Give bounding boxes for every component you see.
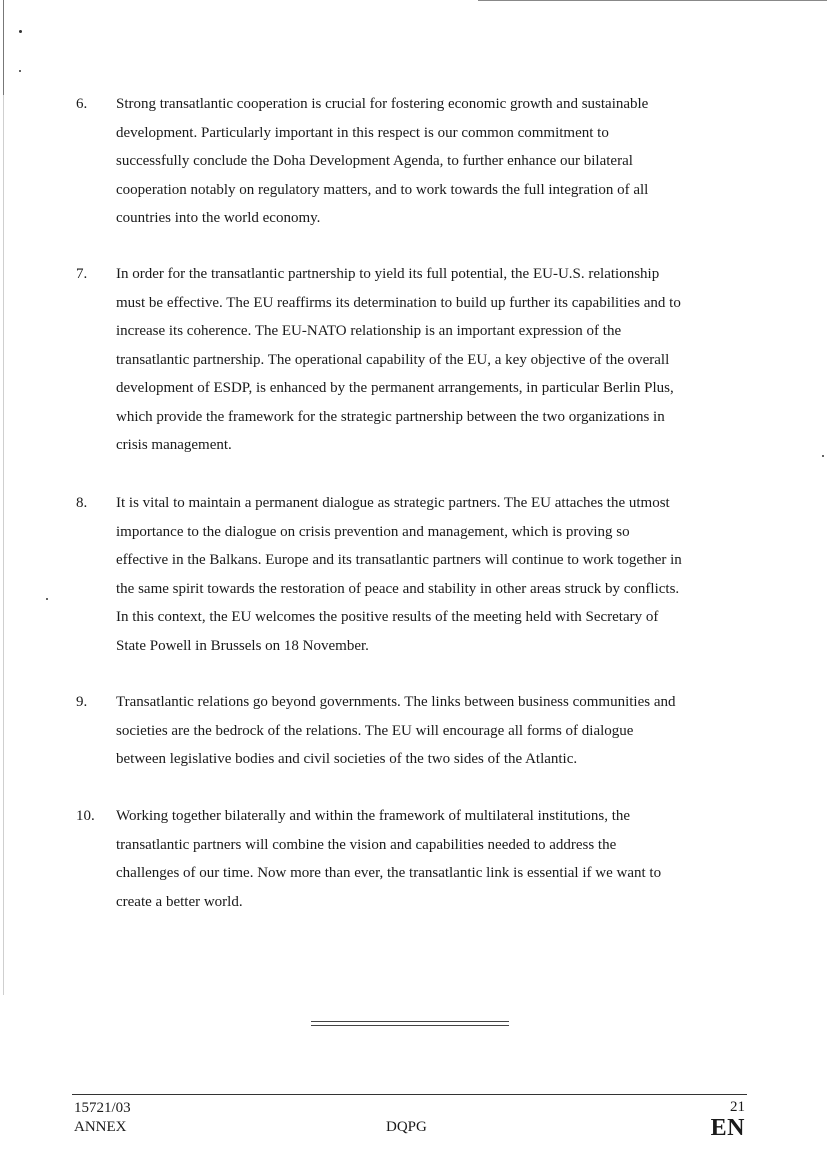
footer-left — [74, 1099, 131, 1137]
text-line: Working together bilaterally and within the framework of multilateral institutions, the — [116, 808, 631, 824]
end-of-text-rule — [311, 1021, 509, 1026]
text-line: effective in the Balkans. Europe and its transatlantic partners will continue to work together in — [116, 552, 682, 568]
page-number: 21 — [730, 1099, 745, 1115]
department-code: DQPG — [386, 1119, 427, 1135]
text-line: Strong transatlantic cooperation is crucial for fostering economic growth and sustainable — [116, 96, 649, 112]
text-line: between legislative bodies and civil societies of the two sides of the Atlantic. — [116, 751, 578, 767]
text-line: transatlantic partners will combine the vision and capabilities needed to address the — [116, 836, 617, 853]
text-line: In order for the transatlantic partnership to yield its full potential, the EU-U.S. relationship — [116, 266, 660, 282]
text-line: successfully conclude the Doha Development Agenda, to further enhance our bilateral — [116, 153, 633, 169]
text-line: development. Particularly important in this respect is our common commitment to — [116, 124, 609, 141]
text-line: challenges of our time. Now more than ever, the transatlantic link is essential if we want to — [116, 865, 662, 881]
scan-speck — [822, 455, 824, 457]
paragraph-text — [116, 489, 752, 660]
paragraph-text — [116, 688, 752, 774]
scan-left-edge-faint — [3, 95, 4, 995]
annex-label: ANNEX — [74, 1119, 127, 1135]
text-line: development of ESDP, is enhanced by the permanent arrangements, in particular Berlin Plus, — [116, 380, 674, 396]
scan-speck — [19, 30, 22, 33]
text-line: It is vital to maintain a permanent dialogue as strategic partners. The EU attaches the utmost — [116, 495, 670, 511]
text-line: countries into the world economy. — [116, 210, 321, 226]
text-line: which provide the framework for the strategic partnership between the two organizations in — [116, 408, 665, 425]
paragraph-number: 9. — [76, 694, 88, 710]
text-line: increase its coherence. The EU-NATO relationship is an important expression of the — [116, 323, 622, 339]
language-code: EN — [710, 1115, 745, 1141]
text-line: importance to the dialogue on crisis prevention and management, which is proving so — [116, 523, 630, 540]
scan-left-edge — [3, 0, 4, 95]
text-line: the same spirit towards the restoration of peace and stability in other areas struck by conflicts. — [116, 580, 680, 597]
text-line: crisis management. — [116, 437, 232, 453]
text-line: Transatlantic relations go beyond governments. The links between business communities and — [116, 694, 676, 710]
text-line: must be effective. The EU reaffirms its determination to build up further its capabilities and to — [116, 294, 681, 311]
text-line: In this context, the EU welcomes the positive results of the meeting held with Secretary of — [116, 609, 659, 625]
paragraph-number: 7. — [76, 266, 88, 282]
paragraph-number: 6. — [76, 96, 88, 112]
footer-right — [711, 1099, 745, 1140]
paragraph-text — [116, 90, 752, 233]
document-reference: 15721/03 — [74, 1100, 131, 1116]
scan-speck — [19, 70, 21, 72]
text-line: cooperation notably on regulatory matters, and to work towards the full integration of all — [116, 181, 649, 198]
text-line: societies are the bedrock of the relations. The EU will encourage all forms of dialogue — [116, 722, 634, 739]
text-line: State Powell in Brussels on 18 November. — [116, 637, 369, 654]
paragraph-number: 8. — [76, 495, 88, 511]
text-line: create a better world. — [116, 893, 243, 910]
footer-rule — [72, 1094, 747, 1095]
paragraph-text — [116, 260, 752, 460]
scan-speck — [46, 598, 48, 600]
scan-top-edge — [478, 0, 827, 1]
paragraph-number: 10. — [76, 808, 95, 824]
text-line: transatlantic partnership. The operational capability of the EU, a key objective of the overall — [116, 351, 670, 368]
paragraph-text — [116, 802, 752, 916]
